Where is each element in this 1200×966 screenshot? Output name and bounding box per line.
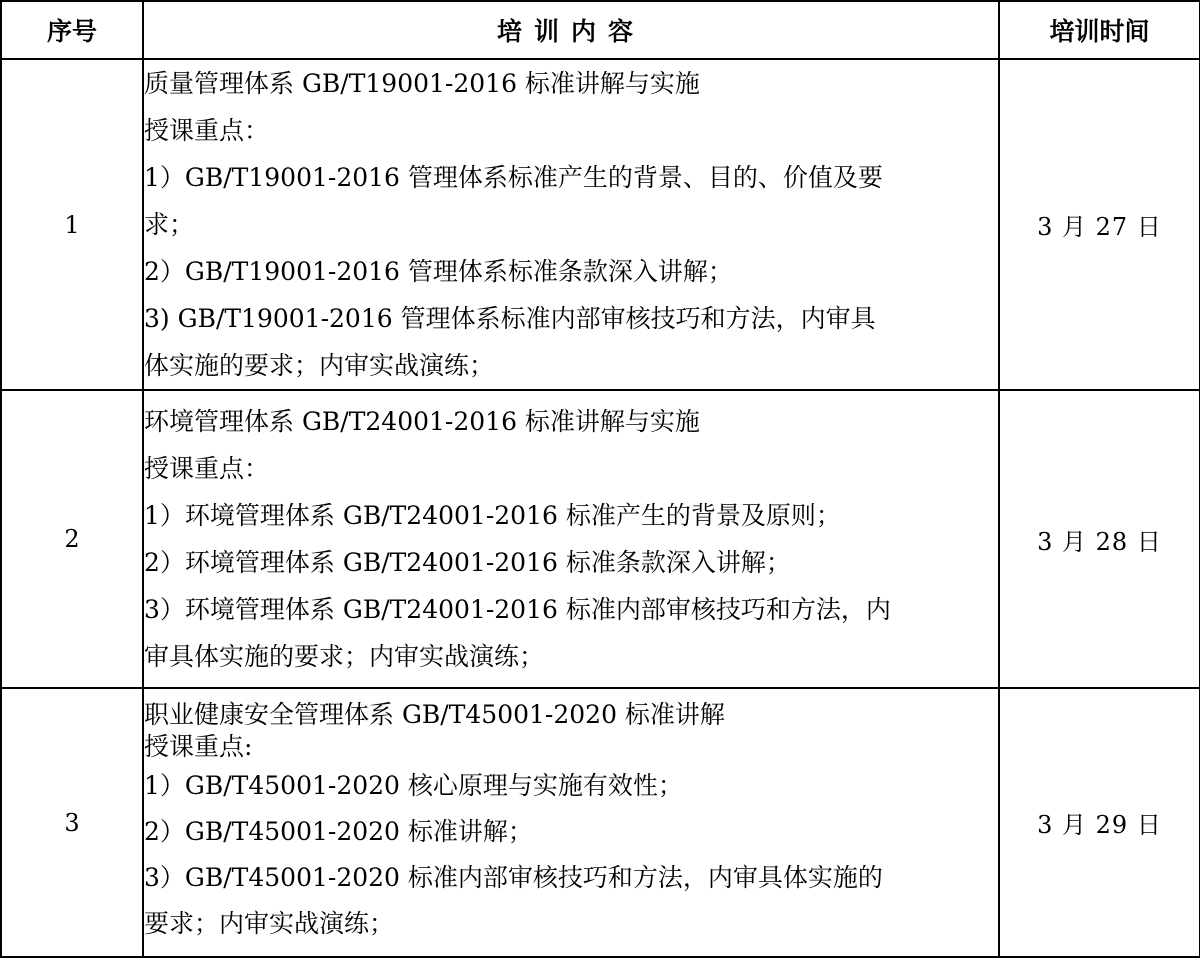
focus-line: 求； bbox=[144, 210, 195, 239]
row-time bbox=[999, 59, 1200, 390]
table-row bbox=[1, 59, 1200, 390]
header-seq: 序号 bbox=[1, 1, 143, 59]
row-content bbox=[143, 59, 999, 390]
focus-label: 授课重点: bbox=[144, 731, 253, 761]
course-title: 环境管理体系 GB/T24001-2016 标准讲解与实施 bbox=[144, 407, 700, 436]
row-seq: 2 bbox=[1, 390, 143, 688]
focus-label: 授课重点： bbox=[144, 116, 270, 145]
focus-line: 1）GB/T19001-2016 管理体系标准产生的背景、目的、价值及要 bbox=[144, 163, 883, 192]
focus-line: 2）GB/T19001-2016 管理体系标准条款深入讲解； bbox=[144, 257, 733, 286]
row-seq: 3 bbox=[1, 688, 143, 957]
focus-line: 3）环境管理体系 GB/T24001-2016 标准内部审核技巧和方法，内 bbox=[144, 595, 891, 624]
focus-label: 授课重点： bbox=[144, 454, 270, 483]
table-header-row bbox=[1, 1, 1200, 59]
row-time bbox=[999, 688, 1200, 957]
course-title: 职业健康安全管理体系 GB/T45001-2020 标准讲解 bbox=[144, 699, 725, 729]
table-row bbox=[1, 688, 1200, 957]
focus-line: 3）GB/T45001-2020 标准内部审核技巧和方法，内审具体实施的 bbox=[144, 862, 883, 892]
row-content bbox=[143, 688, 999, 957]
row-time-label: 3 月 29 日 bbox=[1037, 811, 1162, 839]
focus-line: 2）GB/T45001-2020 标准讲解； bbox=[144, 816, 533, 846]
row-content bbox=[143, 390, 999, 688]
focus-line: 审具体实施的要求；内审实战演练； bbox=[144, 642, 545, 671]
table-row bbox=[1, 390, 1200, 688]
row-seq: 1 bbox=[1, 59, 143, 390]
focus-line: 2）环境管理体系 GB/T24001-2016 标准条款深入讲解； bbox=[144, 548, 791, 577]
header-content bbox=[143, 1, 999, 59]
row-time-label: 3 月 28 日 bbox=[1037, 527, 1162, 556]
focus-line: 3) GB/T19001-2016 管理体系标准内部审核技巧和方法，内审具 bbox=[144, 304, 876, 333]
row-time-label: 3 月 27 日 bbox=[1037, 213, 1162, 241]
focus-line: 要求；内审实战演练； bbox=[144, 908, 395, 938]
header-content-label: 培训内容 bbox=[496, 17, 645, 46]
focus-line: 体实施的要求；内审实战演练； bbox=[144, 351, 495, 380]
focus-line: 1）GB/T45001-2020 核心原理与实施有效性； bbox=[144, 770, 683, 800]
header-time: 培训时间 bbox=[999, 1, 1200, 59]
course-title: 质量管理体系 GB/T19001-2016 标准讲解与实施 bbox=[144, 69, 700, 98]
focus-line: 1）环境管理体系 GB/T24001-2016 标准产生的背景及原则； bbox=[144, 501, 841, 530]
row-time bbox=[999, 390, 1200, 688]
